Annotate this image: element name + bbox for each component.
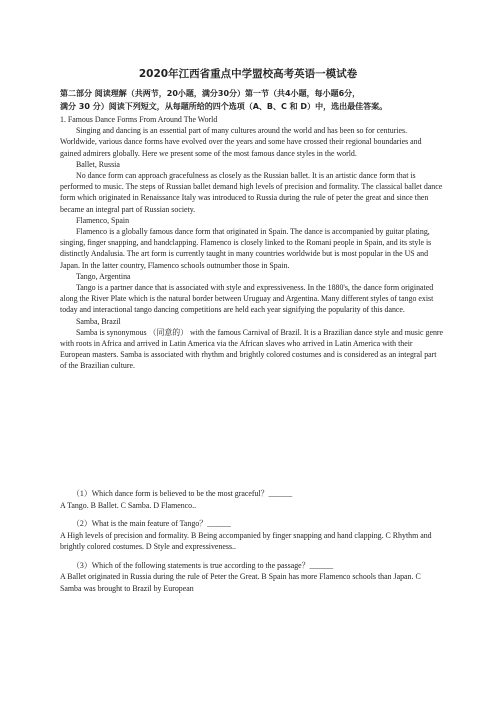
heading-tango: Tango, Argentina: [76, 271, 131, 281]
question-1-options: A Tango. B Ballet. C Samba. D Flamenco..: [60, 500, 197, 510]
paragraph-ballet: No dance form can approach gracefulness as closely as the Russian ballet. It is an artistic dance form that is performed to music. The steps of Russian ballet demand high levels of precision and formality. The classical ballet dance form which originated in Renaissance Italy was introduced to Russia during the rule of peter the great and since then became an integral part of Russian society.: [60, 171, 443, 214]
question-2-options: A High levels of precision and formality. B Being accompanied by finger snapping and hand clapping. C Rhythm and brightly colored costumes. D Style and expressiveness..: [60, 530, 432, 551]
instructions-line-1: 第二部分 阅读理解（共两节，20小题，满分30分）第一节（共4小题，每小题6分，: [60, 89, 361, 98]
question-2-stem: （2）What is the main feature of Tango？______: [72, 519, 231, 528]
passage-title: 1. Famous Dance Forms From Around The World: [60, 115, 218, 124]
heading-samba: Samba, Brazil: [76, 316, 121, 326]
section-instructions: [60, 87, 440, 113]
paragraph-samba: Samba is synonymous （同意的） with the famous Carnival of Brazil. It is a Brazilian dance style and music genre with roots in Africa and arrived in Latin America via the African slaves who arrived in Latin America with their European masters. Samba is associated with rhythm and brightly colored costumes and is considered as an integral part of the Brazilian culture.: [60, 327, 444, 371]
paragraph-tango: Tango is a partner dance that is associated with style and expressiveness. In the 1880's, the dance form originated along the River Plate which is the natural border between Uruguay and Argentina. Many different styles of tango exist today and interactional tango dancing competitions are held each year signifying the popularity of this dance.: [60, 283, 434, 315]
document-title: 2020年江西省重点中学盟校高考英语一模试卷: [138, 68, 358, 80]
question-3-stem: （3）Which of the following statements is true according to the passage？______: [72, 560, 334, 570]
question-3-options: A Ballet originated in Russia during the rule of Peter the Great. B Spain has more Flamenco schools than Japan. C Samba was brought to Brazil by European: [60, 572, 421, 593]
heading-ballet: Ballet, Russia: [76, 159, 120, 169]
heading-flamenco: Flamenco, Spain: [76, 215, 130, 225]
question-list: [60, 488, 444, 594]
passage-intro-paragraph: Singing and dancing is an essential part of many cultures around the world and has been so for centuries. Worldwide, various dance forms have evolved over the years and some have crossed their regional boundaries and gained admirers globally. Here we present some of the most famous dance styles in the world.: [60, 126, 422, 158]
paragraph-flamenco: Flamenco is a globally famous dance form that originated in Spain. The dance is accompanied by guitar plating, singing, finger snapping, and handclapping. Flamenco is closely linked to the Romani people in Spain, and its style is distinctly Andalusia. The art form is currently taught in many countries worldwide but is most popular in the US and Japan. In the latter country, Flamenco schools outnumber those in Spain.: [60, 227, 432, 270]
reading-passage: [60, 114, 444, 372]
question-1-stem: （1）Which dance form is believed to be the most graceful？______: [72, 489, 293, 498]
instructions-line-2: 满分 30 分）阅读下列短文，从每题所给的四个选项（A、B、C 和 D）中，选出最佳答案。: [60, 102, 388, 111]
